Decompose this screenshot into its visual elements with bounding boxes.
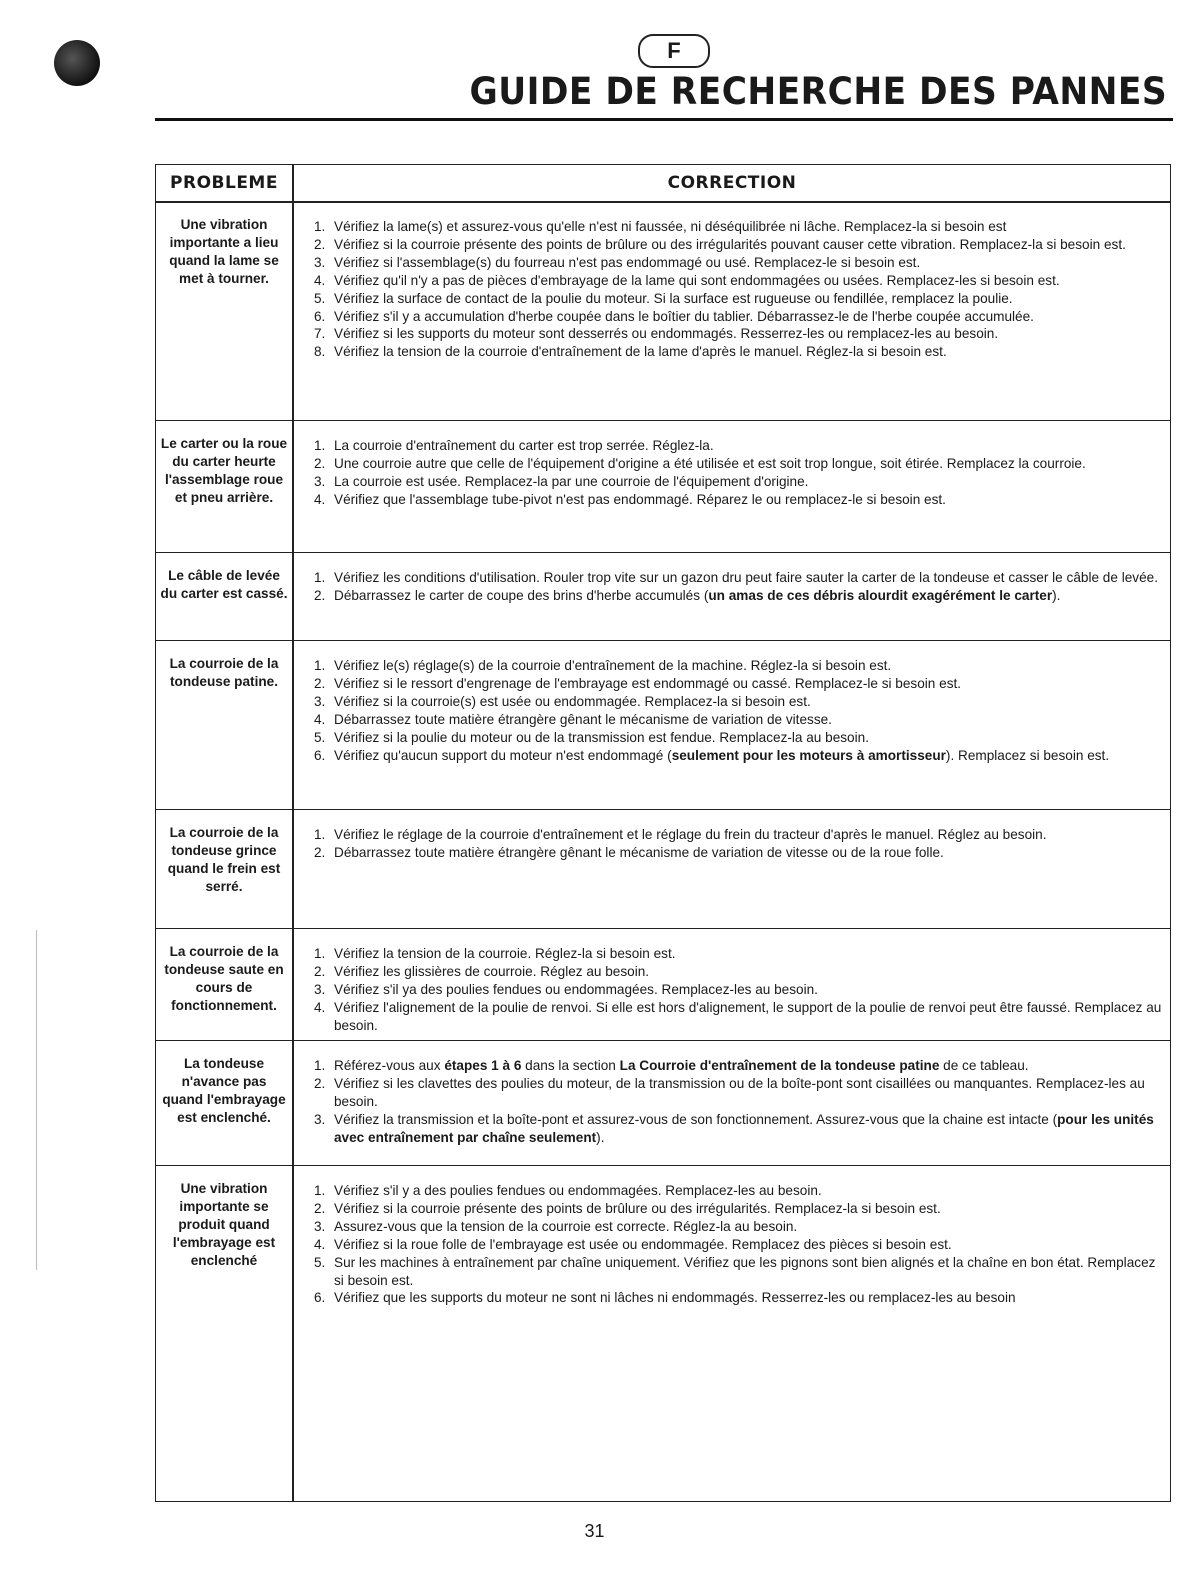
page-number: 31: [584, 1521, 605, 1541]
step-text: Vérifiez si les supports du moteur sont desserrés ou endommagés. Resserrez-les ou remplacez-les au besoin.: [334, 326, 999, 342]
step-text: Vérifiez s'il ya des poulies fendues ou endommagées. Remplacez-les au besoin.: [334, 981, 818, 997]
column-header-correction: CORRECTION: [667, 173, 797, 193]
step-text: La courroie d'entraînement du carter est trop serrée. Réglez-la.: [334, 438, 714, 453]
step-number: 6.: [314, 1290, 326, 1306]
step-number: 4.: [314, 491, 326, 507]
step-number: 2.: [314, 587, 326, 603]
correction-step: [306, 437, 1162, 455]
step-text: Vérifiez si la poulie du moteur ou de la transmission est fendue. Remplacez-la au besoin.: [334, 729, 869, 745]
step-text: Référez-vous aux étapes 1 à 6 dans la section La Courroie d'entraînement de la tondeuse patine de ce tableau.: [334, 1058, 1029, 1073]
correction-step: [306, 711, 1162, 729]
step-number: 8.: [314, 344, 326, 360]
step-number: 2.: [314, 1075, 326, 1091]
step-text: Vérifiez les glissières de courroie. Réglez au besoin.: [334, 963, 650, 979]
step-text: Assurez-vous que la tension de la courroie est correcte. Réglez-la au besoin.: [334, 1218, 798, 1234]
step-text: La courroie est usée. Remplacez-la par une courroie de l'équipement d'origine.: [334, 473, 809, 489]
step-text: Sur les machines à entraînement par chaîne uniquement. Vérifiez que les pignons sont bien alignés et la chaîne en bon état. Remplacez si besoin est.: [334, 1254, 1156, 1288]
correction-step: [306, 1075, 1162, 1111]
step-text: Vérifiez si la courroie présente des points de brûlure ou des irrégularités pouvant causer cette vibration. Remplacez-la si besoin est.: [334, 236, 1126, 252]
table-row: [156, 929, 1170, 1041]
step-number: 2.: [314, 236, 326, 252]
problem-cell: Une vibration importante se produit quand l'embrayage est enclenché: [172, 1181, 276, 1268]
correction-step: [306, 308, 1162, 326]
correction-list: [306, 1182, 1162, 1307]
correction-list: [306, 945, 1162, 1035]
step-text: Vérifiez si les clavettes des poulies du moteur, de la transmission ou de la boîte-pont sont cisaillées ou manquantes. Remplacez-les au besoin.: [334, 1075, 1145, 1109]
table-row: [156, 810, 1170, 929]
problem-cell: Une vibration importante a lieu quand la lame se met à tourner.: [169, 217, 279, 286]
step-number: 4.: [314, 999, 326, 1015]
table-row: [156, 1166, 1170, 1503]
correction-step: [306, 473, 1162, 491]
correction-step: [306, 272, 1162, 290]
correction-step: [306, 1200, 1162, 1218]
step-text: Vérifiez la lame(s) et assurez-vous qu'elle n'est ni faussée, ni déséquilibrée ni lâche. Remplacez-la si besoin est: [334, 219, 1007, 234]
step-text: Vérifiez la tension de la courroie d'entraînement de la lame d'après le manuel. Réglez-la si besoin est.: [334, 344, 947, 360]
step-text: Vérifiez s'il y a des poulies fendues ou endommagées. Remplacez-les au besoin.: [334, 1183, 822, 1198]
correction-step: [306, 491, 1162, 509]
column-header-problem: PROBLEME: [170, 173, 278, 193]
step-text: Vérifiez le réglage de la courroie d'entraînement et le réglage du frein du tracteur d'après le manuel. Réglez au besoin.: [334, 827, 1047, 842]
table-row: [156, 1041, 1170, 1166]
correction-step: [306, 999, 1162, 1035]
troubleshooting-table: [155, 164, 1171, 1502]
problem-cell: La courroie de la tondeuse grince quand le frein est serré.: [167, 825, 281, 894]
problem-cell: Le carter ou la roue du carter heurte l'assemblage roue et pneu arrière.: [160, 436, 288, 505]
correction-step: [306, 254, 1162, 272]
step-text: Vérifiez les conditions d'utilisation. Rouler trop vite sur un gazon dru peut faire sauter la carter de la tondeuse et casser le câble de levée.: [334, 570, 1158, 585]
correction-step: [306, 747, 1162, 765]
step-number: 6.: [314, 747, 326, 763]
step-text: Débarrassez toute matière étrangère gênant le mécanisme de variation de vitesse.: [334, 711, 832, 727]
step-text: Vérifiez qu'aucun support du moteur n'est endommagé (seulement pour les moteurs à amortisseur). Remplacez si besoin est.: [334, 747, 1110, 763]
correction-step: [306, 844, 1162, 862]
step-number: 2.: [314, 675, 326, 691]
step-text: Vérifiez le(s) réglage(s) de la courroie d'entraînement de la machine. Réglez-la si besoin est.: [334, 658, 892, 673]
step-number: 7.: [314, 326, 326, 342]
correction-step: [306, 826, 1162, 844]
page-title: GUIDE DE RECHERCHE DES PANNES: [469, 70, 1167, 113]
correction-step: [306, 963, 1162, 981]
step-number: 2.: [314, 1200, 326, 1216]
step-number: 4.: [314, 711, 326, 727]
correction-list: [306, 218, 1162, 361]
correction-list: [306, 1057, 1162, 1147]
step-text: Débarrassez toute matière étrangère gênant le mécanisme de variation de vitesse ou de la roue folle.: [334, 844, 944, 860]
step-number: 1.: [314, 1058, 326, 1073]
correction-step: [306, 1254, 1162, 1290]
correction-list: [306, 569, 1162, 605]
table-row: [156, 641, 1170, 810]
step-number: 4.: [314, 272, 326, 288]
step-text: Vérifiez qu'il n'y a pas de pièces d'embrayage de la lame qui sont endommagées ou usées. Remplacez-les si besoin est.: [334, 272, 1060, 288]
step-number: 3.: [314, 473, 326, 489]
step-text: Vérifiez l'alignement de la poulie de renvoi. Si elle est hors d'alignement, le support de la poulie de renvoi peut être faussé. Remplacez au besoin.: [334, 999, 1162, 1033]
step-text: Vérifiez que les supports du moteur ne sont ni lâches ni endommagés. Resserrez-les ou remplacez-les au besoin: [334, 1290, 1016, 1306]
correction-step: [306, 675, 1162, 693]
correction-step: [306, 981, 1162, 999]
scan-margin-mark: [36, 930, 37, 1270]
step-number: 2.: [314, 963, 326, 979]
binder-hole: [54, 40, 100, 86]
correction-list: [306, 437, 1162, 509]
step-number: 3.: [314, 1218, 326, 1234]
step-number: 1.: [314, 219, 326, 234]
step-text: Vérifiez la transmission et la boîte-pont et assurez-vous de son fonctionnement. Assurez-vous que la chaine est intacte (pour les unités avec entraînement par chaîne seulement).: [334, 1111, 1154, 1145]
table-row: [156, 421, 1170, 553]
problem-cell: La tondeuse n'avance pas quand l'embrayage est enclenché.: [162, 1056, 286, 1125]
correction-step: [306, 1218, 1162, 1236]
problem-cell: Le câble de levée du carter est cassé.: [160, 568, 288, 601]
title-rule: [155, 118, 1173, 121]
step-text: Vérifiez si la roue folle de l'embrayage est usée ou endommagée. Remplacez des pièces si besoin est.: [334, 1236, 952, 1252]
step-text: Vérifiez la tension de la courroie. Réglez-la si besoin est.: [334, 946, 676, 961]
step-number: 2.: [314, 844, 326, 860]
correction-list: [306, 826, 1162, 862]
step-number: 1.: [314, 827, 326, 842]
step-number: 1.: [314, 658, 326, 673]
step-number: 1.: [314, 1183, 326, 1198]
correction-step: [306, 587, 1162, 605]
step-number: 3.: [314, 693, 326, 709]
step-number: 1.: [314, 438, 326, 453]
correction-step: [306, 325, 1162, 343]
step-number: 3.: [314, 254, 326, 270]
step-number: 5.: [314, 290, 326, 306]
correction-step: [306, 1236, 1162, 1254]
step-number: 3.: [314, 1111, 326, 1127]
step-text: Vérifiez si la courroie présente des points de brûlure ou des irrégularités. Remplacez-la si besoin est.: [334, 1200, 941, 1216]
problem-cell: La courroie de la tondeuse patine.: [169, 656, 279, 689]
step-number: 1.: [314, 570, 326, 585]
correction-list: [306, 657, 1162, 764]
step-text: Vérifiez que l'assemblage tube-pivot n'est pas endommagé. Réparez le ou remplacez-le si besoin est.: [334, 491, 946, 507]
step-number: 2.: [314, 455, 326, 471]
correction-step: [306, 1182, 1162, 1200]
table-row: [156, 553, 1170, 641]
correction-step: [306, 236, 1162, 254]
correction-step: [306, 343, 1162, 361]
step-text: Vérifiez si l'assemblage(s) du fourreau n'est pas endommagé ou usé. Remplacez-le si besoin est.: [334, 254, 921, 270]
step-text: Vérifiez la surface de contact de la poulie du moteur. Si la surface est rugueuse ou fendillée, remplacez la poulie.: [334, 290, 1013, 306]
correction-step: [306, 1289, 1162, 1307]
correction-step: [306, 218, 1162, 236]
step-number: 3.: [314, 981, 326, 997]
problem-cell: La courroie de la tondeuse saute en cours de fonctionnement.: [164, 944, 284, 1013]
step-text: Vérifiez si la courroie(s) est usée ou endommagée. Remplacez-la si besoin est.: [334, 693, 811, 709]
step-number: 1.: [314, 946, 326, 961]
correction-step: [306, 1057, 1162, 1075]
correction-step: [306, 1111, 1162, 1147]
step-number: 5.: [314, 1254, 326, 1270]
correction-step: [306, 290, 1162, 308]
correction-step: [306, 729, 1162, 747]
step-number: 4.: [314, 1236, 326, 1252]
correction-step: [306, 693, 1162, 711]
language-badge: F: [638, 34, 710, 68]
step-text: Vérifiez s'il y a accumulation d'herbe coupée dans le boîtier du tablier. Débarrassez-le de l'herbe coupée accumulée.: [334, 308, 1034, 324]
correction-step: [306, 455, 1162, 473]
correction-step: [306, 657, 1162, 675]
step-text: Vérifiez si le ressort d'engrenage de l'embrayage est endommagé ou cassé. Remplacez-le si besoin est.: [334, 675, 962, 691]
step-number: 5.: [314, 729, 326, 745]
correction-step: [306, 945, 1162, 963]
step-text: Débarrassez le carter de coupe des brins d'herbe accumulés (un amas de ces débris alourdit exagérément le carter).: [334, 587, 1061, 603]
correction-step: [306, 569, 1162, 587]
table-row: [156, 202, 1170, 421]
step-number: 6.: [314, 308, 326, 324]
step-text: Une courroie autre que celle de l'équipement d'origine a été utilisée et est soit trop longue, soit étirée. Remplacez la courroie.: [334, 455, 1086, 471]
